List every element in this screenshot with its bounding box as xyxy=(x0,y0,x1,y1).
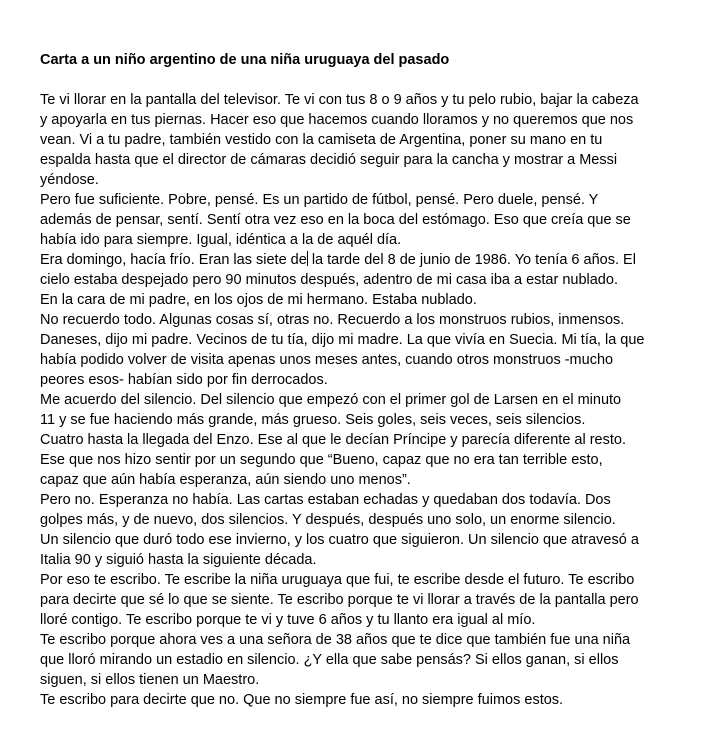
document-title: Carta a un niño argentino de una niña uruguaya del pasado xyxy=(40,52,450,68)
paragraph xyxy=(40,570,680,690)
paragraphs-container xyxy=(40,90,680,710)
text-line: capaz que aún había esperanza, aún siendo uno menos”. xyxy=(40,472,411,488)
text-line: y apoyarla en tus piernas. Hacer eso que hacemos cuando lloramos y no queremos que nos xyxy=(40,112,634,128)
paragraph xyxy=(40,690,680,710)
text-caret xyxy=(307,251,308,266)
paragraph xyxy=(40,190,680,250)
text-line: Era domingo, hacía frío. Eran las siete de la tarde del 8 de junio de 1986. Yo tenía 6 años. El xyxy=(40,252,636,268)
text-line: había ido para siempre. Igual, idéntica a la de aquél día. xyxy=(40,232,402,248)
text-line: cielo estaba despejado pero 90 minutos después, adentro de mi casa iba a estar nublado. xyxy=(40,272,618,288)
text-line: lloré contigo. Te escribo porque te vi y tuve 6 años y tu llanto era igual al mío. xyxy=(40,612,536,628)
text-line: Te vi llorar en la pantalla del televisor. Te vi con tus 8 o 9 años y tu pelo rubio, bajar la cabeza xyxy=(40,92,639,108)
text-line: Pero fue suficiente. Pobre, pensé. Es un partido de fútbol, pensé. Pero duele, pensé. Y xyxy=(40,192,599,208)
text-line: 11 y se fue haciendo más grande, más grueso. Seis goles, seis veces, seis silencios. xyxy=(40,412,586,428)
text-line: Me acuerdo del silencio. Del silencio que empezó con el primer gol de Larsen en el minuto xyxy=(40,392,622,408)
text-line: Ese que nos hizo sentir por un segundo que “Bueno, capaz que no era tan terrible esto, xyxy=(40,452,603,468)
text-line: En la cara de mi padre, en los ojos de mi hermano. Estaba nublado. xyxy=(40,292,477,308)
text-line: había podido volver de visita apenas unos meses antes, cuando otros monstruos -mucho xyxy=(40,352,614,368)
text-line: Te escribo para decirte que no. Que no siempre fue así, no siempre fuimos estos. xyxy=(40,692,564,708)
text-line: espalda hasta que el director de cámaras decidió seguir para la cancha y mostrar a Messi xyxy=(40,152,618,168)
paragraph xyxy=(40,390,680,490)
text-line: Te escribo porque ahora ves a una señora de 38 años que te dice que también fue una niña xyxy=(40,632,631,648)
text-line: siguen, si ellos tienen un Maestro. xyxy=(40,672,260,688)
text-line: No recuerdo todo. Algunas cosas sí, otras no. Recuerdo a los monstruos rubios, inmensos. xyxy=(40,312,625,328)
text-line: Por eso te escribo. Te escribe la niña uruguaya que fui, te escribe desde el futuro. Te escribo xyxy=(40,572,635,588)
paragraph xyxy=(40,310,680,390)
text-line: Daneses, dijo mi padre. Vecinos de tu tía, dijo mi madre. La que vivía en Suecia. Mi tía, la que xyxy=(40,332,645,348)
text-line: golpes más, y de nuevo, dos silencios. Y después, después uno solo, un enorme silencio. xyxy=(40,512,616,528)
text-line: Cuatro hasta la llegada del Enzo. Ese al que le decían Príncipe y parecía diferente al resto. xyxy=(40,432,626,448)
text-line: Un silencio que duró todo ese invierno, y los cuatro que siguieron. Un silencio que atravesó a xyxy=(40,532,639,548)
text-line: para decirte que sé lo que se siente. Te escribo porque te vi llorar a través de la pantalla pero xyxy=(40,592,639,608)
text-line: Italia 90 y siguió hasta la siguiente década. xyxy=(40,552,317,568)
text-line: que lloró mirando un estadio en silencio. ¿Y ella que sabe pensás? Si ellos ganan, si ellos xyxy=(40,652,619,668)
text-line: yéndose. xyxy=(40,172,99,188)
text-line: Pero no. Esperanza no había. Las cartas estaban echadas y quedaban dos todavía. Dos xyxy=(40,492,611,508)
text-line: además de pensar, sentí. Sentí otra vez eso en la boca del estómago. Eso que creía que se xyxy=(40,212,631,228)
text-line: vean. Vi a tu padre, también vestido con la camiseta de Argentina, poner su mano en tu xyxy=(40,132,603,148)
paragraph xyxy=(40,90,680,190)
document-body[interactable] xyxy=(40,50,680,710)
paragraph xyxy=(40,250,680,310)
text-line: peores esos- habían sido por fin derrocados. xyxy=(40,372,328,388)
paragraph xyxy=(40,490,680,570)
